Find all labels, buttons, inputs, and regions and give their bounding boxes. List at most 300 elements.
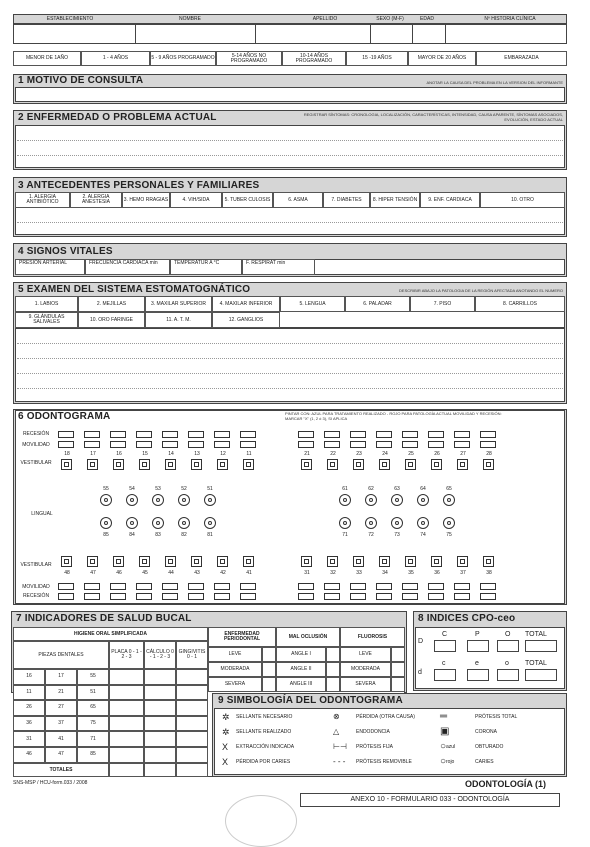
- tooth-number: 54: [129, 486, 135, 492]
- antecedente-item[interactable]: 9. ENF. CARDIACA: [420, 192, 480, 208]
- motivo-input[interactable]: [15, 87, 565, 102]
- movilidad-box[interactable]: [298, 441, 314, 448]
- movilidad-box[interactable]: [214, 583, 230, 590]
- symbol-label: PRÓTESIS TOTAL: [475, 714, 518, 720]
- tooth-number: 17: [90, 451, 96, 457]
- movilidad-box[interactable]: [110, 583, 126, 590]
- recesion-box[interactable]: [214, 593, 230, 600]
- pieza-dental[interactable]: 41: [45, 731, 77, 747]
- age-option[interactable]: 1 - 4 AÑOS: [81, 51, 150, 66]
- header-sexo: SEXO (M-F): [376, 16, 404, 22]
- symbol-icon: - - -: [333, 757, 346, 766]
- antecedente-item[interactable]: 3. HEMO RRAGIAS: [122, 192, 170, 208]
- antecedente-item[interactable]: 10. OTRO: [480, 192, 565, 208]
- movilidad-box[interactable]: [188, 441, 204, 448]
- tooth-72[interactable]: [365, 517, 377, 529]
- tooth-83[interactable]: [152, 517, 164, 529]
- antecedente-item[interactable]: 5. TUBER CULOSIS: [222, 192, 273, 208]
- age-option[interactable]: MAYOR DE 20 AÑOS: [408, 51, 476, 66]
- tooth-44[interactable]: [165, 556, 176, 567]
- symbol-label: CORONA: [475, 729, 497, 735]
- tooth-82[interactable]: [178, 517, 190, 529]
- movilidad-box[interactable]: [376, 441, 392, 448]
- cpo-input[interactable]: [467, 640, 489, 652]
- option-checkbox[interactable]: [326, 677, 340, 692]
- tooth-number: 42: [220, 570, 226, 576]
- score-cell[interactable]: [176, 747, 208, 763]
- recesion-box[interactable]: [402, 431, 418, 438]
- score-cell[interactable]: [144, 669, 176, 685]
- option-fluorosis_opts: MODERADA: [340, 662, 391, 677]
- tooth-number: 24: [382, 451, 388, 457]
- pieza-dental[interactable]: 75: [77, 716, 109, 732]
- tooth-number: 84: [129, 532, 135, 538]
- tooth-number: 25: [408, 451, 414, 457]
- header-establecimiento: ESTABLECIMIENTO: [46, 16, 94, 22]
- score-cell[interactable]: [109, 669, 144, 685]
- pieza-dental[interactable]: 55: [77, 669, 109, 685]
- tooth-65[interactable]: [443, 494, 455, 506]
- antecedente-item[interactable]: 2. ALERGIA ANESTESIA: [70, 192, 122, 208]
- age-option[interactable]: 5-14 AÑOS NO PROGRAMADO: [216, 51, 282, 66]
- pieza-dental[interactable]: 26: [13, 700, 45, 716]
- section-1-note: ANOTAR LA CAUSA DEL PROBLEMA EN LA VERSION DEL INFORMANTE: [426, 80, 563, 85]
- option-checkbox[interactable]: [391, 647, 405, 662]
- movilidad-box[interactable]: [454, 441, 470, 448]
- symbol-label: PÉRDIDA POR CARIES: [236, 759, 291, 765]
- tooth-number: 43: [194, 570, 200, 576]
- footer-title: ODONTOLOGÍA (1): [465, 779, 546, 789]
- stoma-item[interactable]: 3. MAXILAR SUPERIOR: [145, 296, 212, 312]
- recesion-box[interactable]: [58, 431, 74, 438]
- movilidad-lower-label: MOVILIDAD: [22, 584, 50, 590]
- movilidad-box[interactable]: [350, 441, 366, 448]
- symbol-icon: X: [222, 757, 229, 767]
- section-2-title: 2 ENFERMEDAD O PROBLEMA ACTUAL: [18, 112, 217, 123]
- age-option[interactable]: 10-14 AÑOS PROGRAMADO: [282, 51, 346, 66]
- movilidad-box[interactable]: [428, 583, 444, 590]
- score-cell[interactable]: [109, 685, 144, 701]
- tooth-35[interactable]: [405, 556, 416, 567]
- movilidad-box[interactable]: [240, 583, 256, 590]
- tooth-number: 37: [460, 570, 466, 576]
- tooth-42[interactable]: [217, 556, 228, 567]
- tooth-63[interactable]: [391, 494, 403, 506]
- option-checkbox[interactable]: [262, 647, 276, 662]
- recesion-box[interactable]: [188, 593, 204, 600]
- symbol-icon: ○: [440, 756, 447, 767]
- pieza-dental[interactable]: 71: [77, 731, 109, 747]
- recesion-box[interactable]: [188, 431, 204, 438]
- tooth-64[interactable]: [417, 494, 429, 506]
- total-cell[interactable]: [109, 763, 144, 777]
- score-cell[interactable]: [144, 716, 176, 732]
- header-edad: EDAD: [420, 16, 434, 22]
- score-cell[interactable]: [144, 685, 176, 701]
- score-cell[interactable]: [176, 716, 208, 732]
- symbol-label: SELLANTE REALIZADO: [236, 729, 292, 735]
- rojo-label: rojo: [446, 759, 455, 765]
- tooth-13[interactable]: [191, 459, 202, 470]
- age-option[interactable]: MENOR DE 1AÑO: [13, 51, 81, 66]
- section-7-title: 7 INDICADORES DE SALUD BUCAL: [16, 613, 192, 624]
- stoma-item[interactable]: 1. LABIOS: [15, 296, 78, 312]
- pieza-dental[interactable]: 27: [45, 700, 77, 716]
- tooth-61[interactable]: [339, 494, 351, 506]
- tooth-36[interactable]: [431, 556, 442, 567]
- symbol-icon: ═: [440, 711, 448, 722]
- recesion-box[interactable]: [240, 593, 256, 600]
- tooth-84[interactable]: [126, 517, 138, 529]
- tooth-25[interactable]: [405, 459, 416, 470]
- antecedente-item[interactable]: 7. DIABETES: [323, 192, 370, 208]
- placa-header: PLACA 0 - 1 - 2 - 3: [109, 641, 144, 669]
- option-checkbox[interactable]: [326, 647, 340, 662]
- recesion-box[interactable]: [454, 593, 470, 600]
- symbol-icon: ⊢⊣: [333, 742, 347, 751]
- stoma-notes[interactable]: [15, 328, 565, 402]
- recesion-box[interactable]: [298, 593, 314, 600]
- antecedente-item[interactable]: 4. VIH/SIDA: [170, 192, 222, 208]
- section-3-title: 3 ANTECEDENTES PERSONALES Y FAMILIARES: [18, 180, 260, 191]
- footer-anexo-text: ANEXO 10 - FORMULARIO 033 - ODONTOLOGÍA: [350, 796, 510, 803]
- tooth-number: 82: [181, 532, 187, 538]
- score-cell[interactable]: [176, 685, 208, 701]
- tooth-number: 16: [116, 451, 122, 457]
- cpo-total-input[interactable]: [525, 640, 557, 652]
- option-checkbox[interactable]: [391, 677, 405, 692]
- tooth-15[interactable]: [139, 459, 150, 470]
- tooth-number: 61: [342, 486, 348, 492]
- movilidad-box[interactable]: [162, 441, 178, 448]
- stoma-item[interactable]: 6. PALADAR: [345, 296, 410, 312]
- recesion-box[interactable]: [214, 431, 230, 438]
- cpo-input[interactable]: [497, 669, 519, 681]
- periodontal-header: ENFERMEDAD PERIODONTAL: [208, 627, 276, 647]
- vestibular-upper-label: VESTIBULAR: [20, 460, 52, 466]
- recesion-box[interactable]: [136, 431, 152, 438]
- higiene-header: HIGIENE ORAL SIMPLIFICADA: [13, 627, 208, 641]
- option-maloclusion_opts: ANGLE III: [276, 677, 326, 692]
- tooth-number: 83: [155, 532, 161, 538]
- tooth-23[interactable]: [353, 459, 364, 470]
- tooth-number: 45: [142, 570, 148, 576]
- recesion-box[interactable]: [454, 431, 470, 438]
- tooth-47[interactable]: [87, 556, 98, 567]
- recesion-box[interactable]: [428, 431, 444, 438]
- tooth-53[interactable]: [152, 494, 164, 506]
- tooth-number: 28: [486, 451, 492, 457]
- tooth-number: 71: [342, 532, 348, 538]
- stoma-item[interactable]: 10. ORO FARINGE: [78, 312, 145, 328]
- movilidad-box[interactable]: [162, 583, 178, 590]
- age-option[interactable]: 5 - 9 AÑOS PROGRAMADO: [150, 51, 216, 66]
- antecedente-item[interactable]: 1. ALERGIA ANTIBIÓTICO: [15, 192, 70, 208]
- movilidad-box[interactable]: [324, 583, 340, 590]
- movilidad-box[interactable]: [376, 583, 392, 590]
- movilidad-box[interactable]: [454, 583, 470, 590]
- tooth-number: 81: [207, 532, 213, 538]
- recesion-lower-label: RECESIÓN: [22, 593, 50, 599]
- option-maloclusion_opts: ANGLE I: [276, 647, 326, 662]
- tooth-number: 75: [446, 532, 452, 538]
- fluorosis-header: FLUOROSIS: [340, 627, 405, 647]
- tooth-number: 32: [330, 570, 336, 576]
- movilidad-box[interactable]: [58, 583, 74, 590]
- gingivitis-header: GINGIVITIS 0 - 1: [176, 641, 208, 669]
- tooth-number: 41: [246, 570, 252, 576]
- total-cell[interactable]: [144, 763, 176, 777]
- cpo-label: O: [505, 631, 511, 638]
- tooth-73[interactable]: [391, 517, 403, 529]
- movilidad-box[interactable]: [58, 441, 74, 448]
- antecedente-item[interactable]: 8. HIPER TENSIÓN: [370, 192, 420, 208]
- tooth-28[interactable]: [483, 459, 494, 470]
- pieza-dental[interactable]: 21: [45, 685, 77, 701]
- pieza-dental[interactable]: 65: [77, 700, 109, 716]
- tooth-number: 18: [64, 451, 70, 457]
- symbol-icon: X: [222, 742, 229, 752]
- recesion-box[interactable]: [298, 431, 314, 438]
- recesion-box[interactable]: [136, 593, 152, 600]
- stoma-item[interactable]: 11. A. T. M.: [145, 312, 212, 328]
- movilidad-box[interactable]: [480, 583, 496, 590]
- stoma-item[interactable]: 8. CARRILLOS: [475, 296, 565, 312]
- movilidad-box[interactable]: [214, 441, 230, 448]
- section-5-note: DESCRIBIR ABAJO LA PATOLOGIA DE LA REGIÓN AFECTADA ANOTANDO EL NUMERO: [399, 288, 563, 293]
- movilidad-box[interactable]: [324, 441, 340, 448]
- tooth-number: 15: [142, 451, 148, 457]
- tooth-number: 51: [207, 486, 213, 492]
- cpo-label: e: [475, 660, 479, 667]
- movilidad-box[interactable]: [136, 583, 152, 590]
- tooth-62[interactable]: [365, 494, 377, 506]
- movilidad-box[interactable]: [84, 441, 100, 448]
- stamp-watermark: [225, 795, 297, 847]
- maloclusion-header: MAL OCLUSIÓN: [276, 627, 340, 647]
- recesion-box[interactable]: [402, 593, 418, 600]
- option-checkbox[interactable]: [326, 662, 340, 677]
- movilidad-box[interactable]: [428, 441, 444, 448]
- option-checkbox[interactable]: [262, 662, 276, 677]
- tooth-number: 27: [460, 451, 466, 457]
- tooth-74[interactable]: [417, 517, 429, 529]
- cpo-input[interactable]: [497, 640, 519, 652]
- tooth-75[interactable]: [443, 517, 455, 529]
- option-periodontal_opts: SEVERA: [208, 677, 262, 692]
- movilidad-box[interactable]: [188, 583, 204, 590]
- tooth-number: 63: [394, 486, 400, 492]
- tooth-85[interactable]: [100, 517, 112, 529]
- score-cell[interactable]: [176, 700, 208, 716]
- tooth-37[interactable]: [457, 556, 468, 567]
- stoma-item[interactable]: 12. GANGLIOS: [212, 312, 280, 328]
- recesion-box[interactable]: [480, 593, 496, 600]
- tooth-24[interactable]: [379, 459, 390, 470]
- recesion-box[interactable]: [110, 431, 126, 438]
- tooth-51[interactable]: [204, 494, 216, 506]
- cpo-input[interactable]: [434, 669, 456, 681]
- recesion-box[interactable]: [110, 593, 126, 600]
- tooth-55[interactable]: [100, 494, 112, 506]
- tooth-number: 64: [420, 486, 426, 492]
- total-cell[interactable]: [176, 763, 208, 777]
- cpo-label: c: [442, 660, 446, 667]
- movilidad-box[interactable]: [136, 441, 152, 448]
- tooth-31[interactable]: [301, 556, 312, 567]
- score-cell[interactable]: [144, 747, 176, 763]
- pieza-dental[interactable]: 85: [77, 747, 109, 763]
- recesion-box[interactable]: [376, 593, 392, 600]
- symbol-label: OBTURADO: [475, 744, 504, 750]
- score-cell[interactable]: [144, 731, 176, 747]
- tooth-46[interactable]: [113, 556, 124, 567]
- tooth-43[interactable]: [191, 556, 202, 567]
- score-cell[interactable]: [176, 669, 208, 685]
- option-checkbox[interactable]: [391, 662, 405, 677]
- totales-label: TOTALES: [13, 763, 109, 777]
- tooth-16[interactable]: [113, 459, 124, 470]
- recesion-box[interactable]: [240, 431, 256, 438]
- movilidad-box[interactable]: [240, 441, 256, 448]
- recesion-box[interactable]: [480, 431, 496, 438]
- age-option[interactable]: 15 -19 AÑOS: [346, 51, 408, 66]
- tooth-45[interactable]: [139, 556, 150, 567]
- movilidad-box[interactable]: [84, 583, 100, 590]
- recesion-box[interactable]: [162, 431, 178, 438]
- score-cell[interactable]: [109, 747, 144, 763]
- cpo-label: P: [475, 631, 480, 638]
- score-cell[interactable]: [176, 731, 208, 747]
- pieza-dental[interactable]: 47: [45, 747, 77, 763]
- option-checkbox[interactable]: [262, 677, 276, 692]
- option-periodontal_opts: MODERADA: [208, 662, 262, 677]
- azul-label: azul: [446, 744, 456, 750]
- score-cell[interactable]: [109, 700, 144, 716]
- recesion-box[interactable]: [84, 593, 100, 600]
- vital-sign[interactable]: PRESIÓN ARTERIAL: [15, 259, 85, 275]
- tooth-12[interactable]: [217, 459, 228, 470]
- option-fluorosis_opts: SEVERA: [340, 677, 391, 692]
- stoma-item[interactable]: 7. PISO: [410, 296, 475, 312]
- tooth-number: 38: [486, 570, 492, 576]
- tooth-41[interactable]: [243, 556, 254, 567]
- score-cell[interactable]: [144, 700, 176, 716]
- symbol-label: ENDODONCIA: [356, 729, 390, 735]
- recesion-box[interactable]: [428, 593, 444, 600]
- pieza-dental[interactable]: 46: [13, 747, 45, 763]
- tooth-number: 48: [64, 570, 70, 576]
- recesion-box[interactable]: [162, 593, 178, 600]
- tooth-17[interactable]: [87, 459, 98, 470]
- tooth-34[interactable]: [379, 556, 390, 567]
- tooth-71[interactable]: [339, 517, 351, 529]
- movilidad-box[interactable]: [402, 583, 418, 590]
- tooth-26[interactable]: [431, 459, 442, 470]
- stoma-item[interactable]: 5. LENGUA: [280, 296, 345, 312]
- stoma-item[interactable]: 2. MEJILLAS: [78, 296, 145, 312]
- recesion-box[interactable]: [350, 431, 366, 438]
- pieza-dental[interactable]: 36: [13, 716, 45, 732]
- movilidad-box[interactable]: [110, 441, 126, 448]
- tooth-48[interactable]: [61, 556, 72, 567]
- tooth-18[interactable]: [61, 459, 72, 470]
- score-cell[interactable]: [109, 731, 144, 747]
- recesion-box[interactable]: [324, 593, 340, 600]
- section-9-title: 9 SIMBOLOGÍA DEL ODONTOGRAMA: [218, 695, 403, 706]
- tooth-number: 14: [168, 451, 174, 457]
- header-nombre: NOMBRE: [179, 16, 201, 22]
- recesion-box[interactable]: [84, 431, 100, 438]
- movilidad-box[interactable]: [350, 583, 366, 590]
- tooth-14[interactable]: [165, 459, 176, 470]
- movilidad-box[interactable]: [298, 583, 314, 590]
- pieza-dental[interactable]: 17: [45, 669, 77, 685]
- pieza-dental[interactable]: 31: [13, 731, 45, 747]
- cpo-input[interactable]: [467, 669, 489, 681]
- tooth-38[interactable]: [483, 556, 494, 567]
- section-8-title: 8 INDICES CPO-ceo: [418, 613, 516, 624]
- pieza-dental[interactable]: 51: [77, 685, 109, 701]
- tooth-21[interactable]: [301, 459, 312, 470]
- vital-sign[interactable]: FRECUENCIA CARDIACA min: [85, 259, 170, 275]
- pieza-dental[interactable]: 37: [45, 716, 77, 732]
- symbol-icon: ▣: [440, 726, 450, 737]
- tooth-33[interactable]: [353, 556, 364, 567]
- tooth-number: 36: [434, 570, 440, 576]
- stoma-item[interactable]: 9. GLÁNDULAS SALIVALES: [15, 312, 78, 328]
- tooth-22[interactable]: [327, 459, 338, 470]
- header-inputs[interactable]: [13, 24, 567, 44]
- cpo-total-input[interactable]: [525, 669, 557, 681]
- tooth-number: 12: [220, 451, 226, 457]
- tooth-52[interactable]: [178, 494, 190, 506]
- age-option[interactable]: EMBARAZADA: [476, 51, 567, 66]
- tooth-number: 26: [434, 451, 440, 457]
- vital-sign[interactable]: F. RESPIRAT min: [242, 259, 315, 275]
- section-1-title: 1 MOTIVO DE CONSULTA: [18, 75, 144, 86]
- cpo-label: C: [442, 631, 448, 638]
- option-periodontal_opts: LEVE: [208, 647, 262, 662]
- tooth-number: 33: [356, 570, 362, 576]
- tooth-32[interactable]: [327, 556, 338, 567]
- tooth-11[interactable]: [243, 459, 254, 470]
- cpo-input[interactable]: [434, 640, 456, 652]
- vital-sign[interactable]: TEMPERATUR A °C: [170, 259, 242, 275]
- tooth-27[interactable]: [457, 459, 468, 470]
- stoma-item[interactable]: 4. MAXILAR INFERIOR: [212, 296, 280, 312]
- enfermedad-input[interactable]: [15, 125, 565, 168]
- movilidad-box[interactable]: [480, 441, 496, 448]
- movilidad-box[interactable]: [402, 441, 418, 448]
- tooth-81[interactable]: [204, 517, 216, 529]
- pieza-dental[interactable]: 11: [13, 685, 45, 701]
- tooth-number: 47: [90, 570, 96, 576]
- section-6-title: 6 ODONTOGRAMA: [18, 411, 111, 422]
- tooth-54[interactable]: [126, 494, 138, 506]
- score-cell[interactable]: [109, 716, 144, 732]
- header-apellido: APELLIDO: [312, 16, 338, 22]
- header-historia: Nº HISTORIA CLÍNICA: [484, 16, 536, 22]
- antecedente-item[interactable]: 6. ASMA: [273, 192, 323, 208]
- recesion-box[interactable]: [58, 593, 74, 600]
- recesion-box[interactable]: [324, 431, 340, 438]
- recesion-box[interactable]: [350, 593, 366, 600]
- tooth-number: 65: [446, 486, 452, 492]
- symbol-icon: ✲: [222, 712, 230, 722]
- recesion-box[interactable]: [376, 431, 392, 438]
- pieza-dental[interactable]: 16: [13, 669, 45, 685]
